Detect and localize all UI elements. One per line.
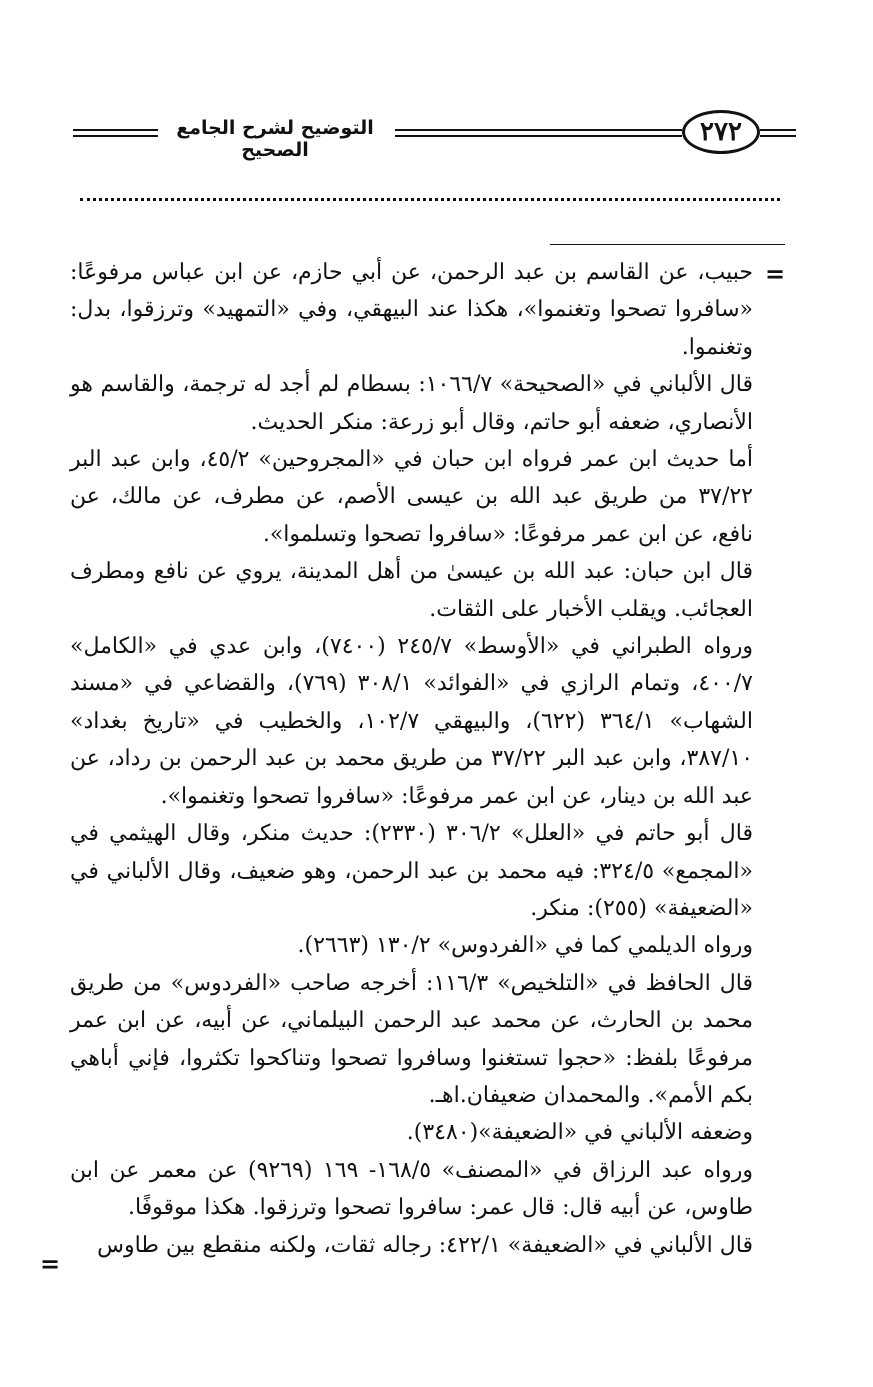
- page-header: [0, 0, 873, 170]
- continuation-mark-start: =: [765, 259, 786, 288]
- paragraph: ورواه الديلمي كما في «الفردوس» ١٣٠/٢ (٢٦٦٣).: [297, 933, 753, 959]
- footnote-body: [70, 254, 753, 1264]
- paragraph: قال الألباني في «الضعيفة» ٤٢٢/١: رجاله ثقات، ولكنه منقطع بين طاوس: [97, 1232, 753, 1258]
- header-rule-left: [73, 129, 158, 137]
- paragraph: ورواه الطبراني في «الأوسط» ٢٤٥/٧ (٧٤٠٠)، وابن عدي في «الكامل» ٤٠٠/٧، وتمام الرازي في «الفوائد» ٣٠٨/١ (٧٦٩)، والقضاعي في «مسند الشهاب» ٣٦٤/١ (٦٢٢)، والبيهقي ١٠٢/٧، والخطيب في «تاريخ بغداد» ٣٨٧/١٠، وابن عبد البر ٣٧/٢٢ من طريق محمد بن عبد الرحمن بن رداد، عن عبد الله بن دينار، عن ابن عمر مرفوعًا: «سافروا تصحوا وتغنموا».: [70, 634, 754, 809]
- paragraph: وضعفه الألباني في «الضعيفة»(٣٤٨٠).: [406, 1120, 753, 1146]
- paragraph: قال أبو حاتم في «العلل» ٣٠٦/٢ (٢٣٣٠): حديث منكر، وقال الهيثمي في «المجمع» ٣٢٤/٥: فيه محمد بن عبد الرحمن، وهو ضعيف، وقال الألباني في «الضعيفة» (٢٥٥): منكر.: [70, 821, 754, 921]
- paragraph: قال الألباني في «الصحيحة» ١٠٦٦/٧: بسطام لم أجد له ترجمة، والقاسم هو الأنصاري، ضعفه أبو حاتم، وقال أبو زرعة: منكر الحديث.: [70, 372, 753, 435]
- paragraph: أما حديث ابن عمر فرواه ابن حبان في «المجروحين» ٤٥/٢، وابن عبد البر ٣٧/٢٢ من طريق عبد الله بن عيسى الأصم، عن مطرف، عن مالك، عن نافع، عن ابن عمر مرفوعًا: «سافروا تصحوا وتسلموا».: [70, 447, 754, 547]
- dotted-separator: [80, 198, 780, 201]
- running-title: التوضيح لشرح الجامع الصحيح: [176, 117, 374, 161]
- paragraph: قال ابن حبان: عبد الله بن عيسىٰ من أهل المدينة، يروي عن نافع ومطرف العجائب. ويقلب الأخبار على الثقات.: [70, 559, 753, 622]
- page-number: ٢٧٢: [682, 110, 760, 154]
- header-rule-right: [760, 129, 796, 137]
- footnote-rule: [550, 244, 785, 245]
- paragraph: حبيب، عن القاسم بن عبد الرحمن، عن أبي حازم، عن ابن عباس مرفوعًا: «سافروا تصحوا وتغنموا»، هكذا عند البيهقي، وفي «التمهيد» وترزقوا، بدل: وتغنموا.: [70, 260, 753, 360]
- header-rule-middle: [395, 129, 682, 137]
- paragraph: ورواه عبد الرزاق في «المصنف» ١٦٨/٥- ١٦٩ (٩٢٦٩) عن معمر عن ابن طاوس، عن أبيه قال: قال عمر: سافروا تصحوا وترزقوا. هكذا موقوفًا.: [70, 1157, 753, 1221]
- continuation-mark-end: =: [40, 1249, 61, 1278]
- paragraph: قال الحافظ في «التلخيص» ١١٦/٣: أخرجه صاحب «الفردوس» من طريق محمد بن الحارث، عن محمد عبد الرحمن البيلماني، عن أبيه، عن ابن عمر مرفوعًا بلفظ: «حجوا تستغنوا وسافروا تصحوا وتناكحوا تكثروا، فإني أباهي بكم الأمم». والمحمدان ضعيفان.اهـ.: [70, 970, 753, 1108]
